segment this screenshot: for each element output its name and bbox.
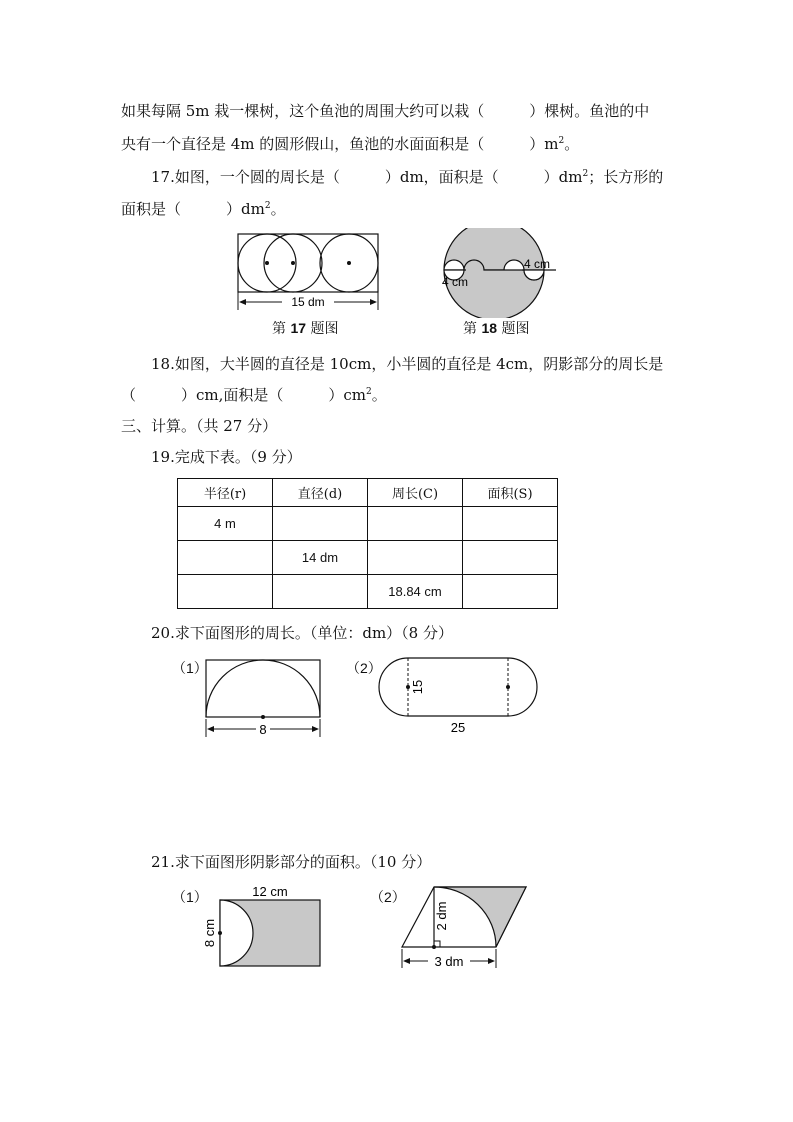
q19-header-area: 面积(S) — [463, 479, 558, 507]
q21-fig1-label: （1） — [172, 889, 208, 905]
figure-18 — [436, 228, 566, 318]
q21-fig2-arrow-right — [488, 958, 495, 964]
q19-cell: 18.84 cm — [368, 575, 463, 609]
q19-cell — [368, 507, 463, 541]
q20-fig1-dim-label: 8 — [259, 722, 267, 737]
q17-line1-end: ；长方形的 — [588, 168, 664, 186]
figure-17 — [230, 228, 390, 318]
q19-header-diameter: 直径(d) — [273, 479, 368, 507]
q16-line2-end: 。 — [564, 135, 580, 153]
q20-fig1-center — [261, 715, 265, 719]
fig17-center-3 — [347, 261, 351, 265]
q17-line2 — [121, 198, 286, 219]
fig17-arrow-right — [370, 299, 377, 305]
q20-fig1-label: （1） — [172, 660, 208, 676]
q18-line2-text: （ ）cm,面积是（ ）cm — [121, 386, 367, 404]
q19-title: 19.完成下表。（9 分） — [151, 448, 302, 466]
q19-header-row — [178, 479, 558, 507]
q21-title: 21.求下面图形阴影部分的面积。（10 分） — [151, 853, 432, 871]
q19-cell — [178, 575, 273, 609]
q20-fig1-arrow-right — [312, 726, 319, 732]
q21-figure-2 — [396, 882, 536, 974]
q19-header-circumference: 周长(C) — [368, 479, 463, 507]
q17-line2-sup: 2 — [264, 201, 271, 211]
fig17-dim-label: 15 dm — [291, 295, 325, 309]
q21-fig2-center — [432, 945, 436, 949]
q19-header-radius: 半径(r) — [178, 479, 273, 507]
q17-line2-text: 面积是（ ）dm — [121, 200, 265, 218]
fig17-caption-num: 17 — [290, 320, 307, 336]
q21-fig2-base-label: 3 dm — [434, 954, 464, 969]
fig17-center-1 — [265, 261, 269, 265]
fig18-caption-b: 题图 — [497, 321, 530, 337]
q20-fig1-semicircle — [206, 660, 320, 717]
fig18-label-left: 4 cm — [442, 275, 469, 289]
fig17-caption-a: 第 — [272, 321, 291, 337]
q21-fig1-center — [218, 931, 222, 935]
q16-line1: 如果每隔 5m 栽一棵树，这个鱼池的周围大约可以栽（ ）棵树。鱼池的中 — [121, 102, 650, 120]
fig18-caption-num: 18 — [481, 320, 498, 336]
fig18-caption — [463, 318, 529, 338]
q16-line2-sup: 2 — [558, 136, 565, 146]
q16-line2 — [121, 133, 579, 154]
q20-fig2-center-right — [506, 685, 510, 689]
section3-title: 三、计算。（共 27 分） — [121, 417, 278, 435]
q19-table — [177, 478, 558, 609]
fig17-caption — [272, 318, 338, 338]
q21-fig1-width-label: 12 cm — [252, 884, 288, 899]
q21-fig1-height-label: 8 cm — [202, 918, 217, 948]
q17-line1-sup: 2 — [582, 169, 589, 179]
fig17-arrow-left — [239, 299, 246, 305]
q20-title: 20.求下面图形的周长。（单位：dm）（8 分） — [151, 624, 453, 642]
q19-cell — [463, 575, 558, 609]
q17-line1 — [151, 166, 663, 187]
q21-fig2-label: （2） — [370, 889, 406, 905]
q20-figure-1 — [198, 655, 328, 745]
q19-cell: 14 dm — [273, 541, 368, 575]
q16-line2-text: 央有一个直径是 4m 的圆形假山，鱼池的水面面积是（ ）m — [121, 135, 559, 153]
q18-line1: 18.如图，大半圆的直径是 10cm，小半圆的直径是 4cm，阴影部分的周长是 — [151, 355, 664, 373]
fig17-rectangle — [238, 234, 378, 292]
q21-fig2-height-label: 2 dm — [434, 901, 449, 931]
q20-fig2-height-label: 15 — [410, 679, 425, 695]
q19-cell: 4 m — [178, 507, 273, 541]
table-row — [178, 541, 558, 575]
q19-cell — [178, 541, 273, 575]
q19-cell — [463, 507, 558, 541]
q20-fig2-width-label: 25 — [450, 720, 466, 735]
fig18-label-right: 4 cm — [524, 257, 551, 271]
q18-line2-end: 。 — [371, 386, 387, 404]
q18-line2 — [121, 384, 387, 405]
q21-fig2-arrow-left — [403, 958, 410, 964]
q17-line1-text: 17.如图，一个圆的周长是（ ）dm，面积是（ ）dm — [151, 168, 583, 186]
q18-line2-sup: 2 — [366, 387, 372, 397]
q20-fig1-arrow-left — [207, 726, 214, 732]
q19-cell — [273, 507, 368, 541]
table-row — [178, 507, 558, 541]
q19-cell — [463, 541, 558, 575]
fig18-caption-a: 第 — [463, 321, 482, 337]
q17-line2-end: 。 — [270, 200, 286, 218]
fig17-center-2 — [291, 261, 295, 265]
q20-figure-2 — [372, 653, 544, 739]
q19-cell — [273, 575, 368, 609]
fig17-caption-b: 题图 — [306, 321, 339, 337]
q19-cell — [368, 541, 463, 575]
q20-fig2-stadium — [379, 658, 537, 716]
q20-fig1-rect — [206, 660, 320, 717]
q21-figure-1 — [198, 882, 328, 972]
table-row — [178, 575, 558, 609]
q20-fig2-label: （2） — [346, 660, 382, 676]
